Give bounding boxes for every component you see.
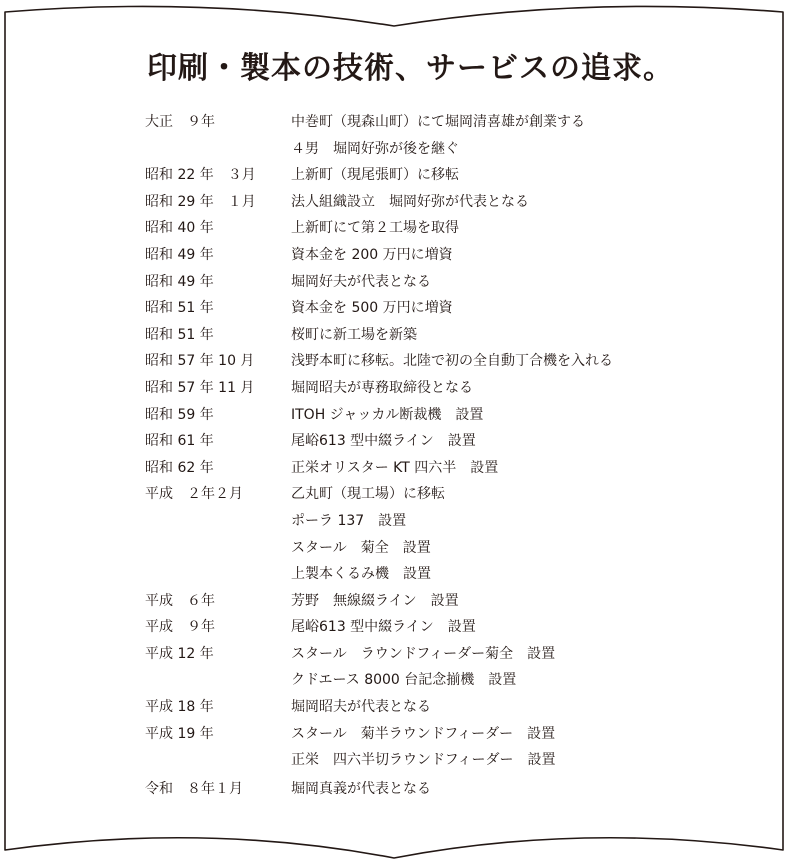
history-date: 昭和 40 年 xyxy=(145,220,214,237)
history-event: 中巻町（現森山町）にて堀岡清喜雄が創業する xyxy=(291,114,585,130)
history-date: 昭和 51 年 xyxy=(145,326,214,343)
history-date: 昭和 22 年 ３月 xyxy=(145,167,256,184)
company-history-list xyxy=(145,109,613,802)
history-row xyxy=(145,508,613,535)
history-row xyxy=(145,641,613,668)
history-date: 平成 19 年 xyxy=(145,725,214,742)
history-row xyxy=(145,694,613,721)
history-event: 正栄 四六半切ラウンドフィーダー 設置 xyxy=(291,752,556,769)
history-event: 尾峪613 型中綴ライン 設置 xyxy=(291,619,476,636)
history-date: 平成 ６年 xyxy=(145,592,215,609)
history-row xyxy=(145,242,613,269)
history-date xyxy=(145,508,291,535)
history-event: スタール 菊全 設置 xyxy=(291,539,431,556)
history-row xyxy=(145,614,613,641)
history-event: 堀岡好夫が代表となる xyxy=(291,273,431,290)
history-row xyxy=(145,348,613,375)
history-event: 上新町にて第２工場を取得 xyxy=(291,220,459,237)
history-event: 堀岡昭夫が代表となる xyxy=(291,699,431,716)
history-event: スタール 菊半ラウンドフィーダー 設置 xyxy=(291,725,556,742)
history-date xyxy=(145,667,291,694)
history-date xyxy=(145,535,291,562)
page-title: 印刷・製本の技術、サービスの追求。 xyxy=(147,51,674,86)
history-date: 昭和 61 年 xyxy=(145,433,214,450)
history-date: 大正 ９年 xyxy=(145,114,215,130)
history-row xyxy=(145,667,613,694)
history-row xyxy=(145,721,613,748)
history-event: 芳野 無線綴ライン 設置 xyxy=(291,592,459,609)
history-event: ４男 堀岡好弥が後を継ぐ xyxy=(291,140,459,157)
history-date: 昭和 57 年 11 月 xyxy=(145,379,255,396)
history-row xyxy=(145,402,613,429)
history-row xyxy=(145,481,613,508)
history-date: 昭和 49 年 xyxy=(145,246,214,263)
history-date: 昭和 57 年 10 月 xyxy=(145,353,255,370)
history-date: 昭和 29 年 １月 xyxy=(145,193,256,210)
history-row xyxy=(145,136,613,163)
history-date: 平成 18 年 xyxy=(145,699,214,716)
history-row xyxy=(145,162,613,189)
history-date: 昭和 62 年 xyxy=(145,459,214,476)
history-row xyxy=(145,295,613,322)
history-event: 上新町（現尾張町）に移転 xyxy=(291,167,459,184)
history-row xyxy=(145,588,613,615)
history-event: 資本金を 200 万円に増資 xyxy=(291,246,453,263)
history-date: 昭和 51 年 xyxy=(145,300,214,317)
history-row xyxy=(145,535,613,562)
history-event: クドエース 8000 台記念揃機 設置 xyxy=(291,672,517,689)
history-event: 堀岡真義が代表となる xyxy=(291,780,431,797)
history-event: スタール ラウンドフィーダー菊全 設置 xyxy=(291,645,556,662)
history-date: 平成 12 年 xyxy=(145,645,214,662)
history-date: 昭和 59 年 xyxy=(145,406,214,423)
history-event: 堀岡昭夫が専務取締役となる xyxy=(291,379,473,396)
history-row xyxy=(145,269,613,296)
history-row xyxy=(145,776,613,803)
history-event: 乙丸町（現工場）に移転 xyxy=(291,486,445,503)
history-event: 資本金を 500 万円に増資 xyxy=(291,300,453,317)
history-row xyxy=(145,215,613,242)
history-row xyxy=(145,109,613,136)
history-row xyxy=(145,322,613,349)
history-row xyxy=(145,561,613,588)
history-row xyxy=(145,375,613,402)
history-event: ポーラ 137 設置 xyxy=(291,512,407,529)
history-date: 平成 ９年 xyxy=(145,619,215,636)
history-event: ITOH ジャッカル断裁機 設置 xyxy=(291,406,484,423)
history-date xyxy=(145,747,291,774)
history-event: 法人組織設立 堀岡好弥が代表となる xyxy=(291,193,529,210)
history-date: 昭和 49 年 xyxy=(145,273,214,290)
history-row xyxy=(145,747,613,774)
history-row xyxy=(145,428,613,455)
history-event: 上製本くるみ機 設置 xyxy=(291,566,431,583)
history-date: 平成 ２年２月 xyxy=(145,486,243,503)
history-row xyxy=(145,189,613,216)
history-date xyxy=(145,561,291,588)
history-event: 正栄オリスター KT 四六半 設置 xyxy=(291,459,499,476)
history-event: 桜町に新工場を新築 xyxy=(291,326,417,343)
history-event: 尾峪613 型中綴ライン 設置 xyxy=(291,433,476,450)
history-row xyxy=(145,455,613,482)
history-date xyxy=(145,136,291,163)
history-date: 令和 ８年１月 xyxy=(145,780,243,797)
history-event: 浅野本町に移転。北陸で初の全自動丁合機を入れる xyxy=(291,353,613,370)
